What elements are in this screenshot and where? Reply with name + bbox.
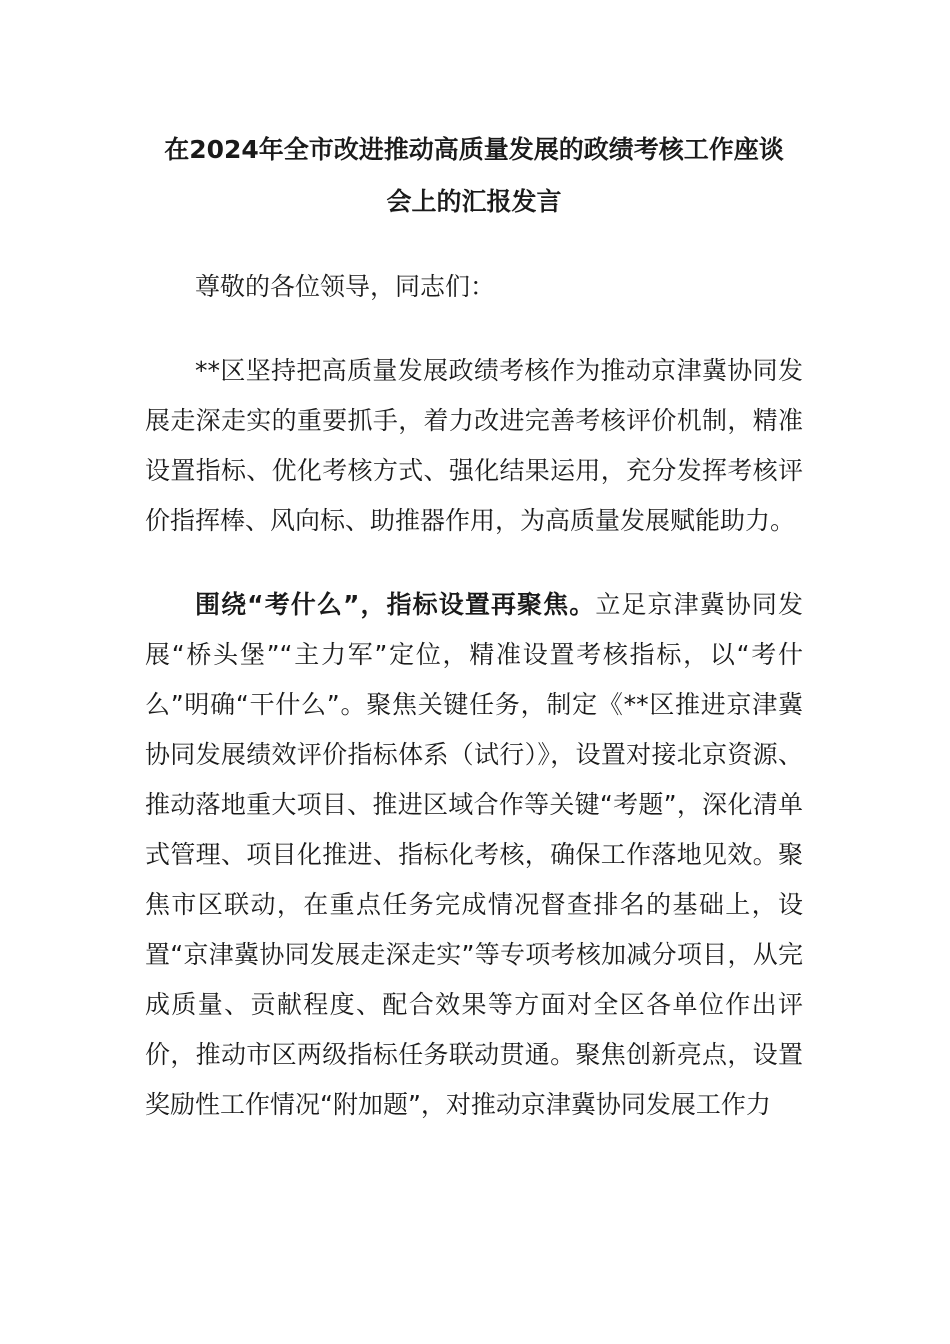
document-page xyxy=(145,124,803,1130)
title-line-2: 会上的汇报发言 xyxy=(386,187,562,216)
paragraph-indicators xyxy=(145,580,803,1130)
document-title xyxy=(145,124,803,228)
title-line-1: 在2024年全市改进推动高质量发展的政绩考核工作座谈 xyxy=(164,135,784,164)
paragraph-intro xyxy=(145,346,803,546)
salutation: 尊敬的各位领导，同志们： xyxy=(195,272,496,301)
paragraph-lead: 围绕“考什么”，指标设置再聚焦。 xyxy=(195,590,596,619)
paragraph-body: **区坚持把高质量发展政绩考核作为推动京津冀协同发展走深走实的重要抓手，着力改进完善考核评价机制，精准设置指标、优化考核方式、强化结果运用，充分发挥考核评价指挥棒、风向标、助推器作用，为高质量发展赋能助力。 xyxy=(145,356,803,535)
paragraph-body: 立足京津冀协同发展“桥头堡”“主力军”定位，精准设置考核指标，以“考什么”明确“干什么”。聚焦关键任务，制定《**区推进京津冀协同发展绩效评价指标体系（试行）》，设置对接北京资源、推动落地重大项目、推进区域合作等关键“考题”，深化清单式管理、项目化推进、指标化考核，确保工作落地见效。聚焦市区联动，在重点任务完成情况督查排名的基础上，设置“京津冀协同发展走深走实”等专项考核加减分项目，从完成质量、贡献程度、配合效果等方面对全区各单位作出评价，推动市区两级指标任务联动贯通。聚焦创新亮点，设置奖励性工作情况“附加题”，对推动京津冀协同发展工作力 xyxy=(145,590,803,1119)
